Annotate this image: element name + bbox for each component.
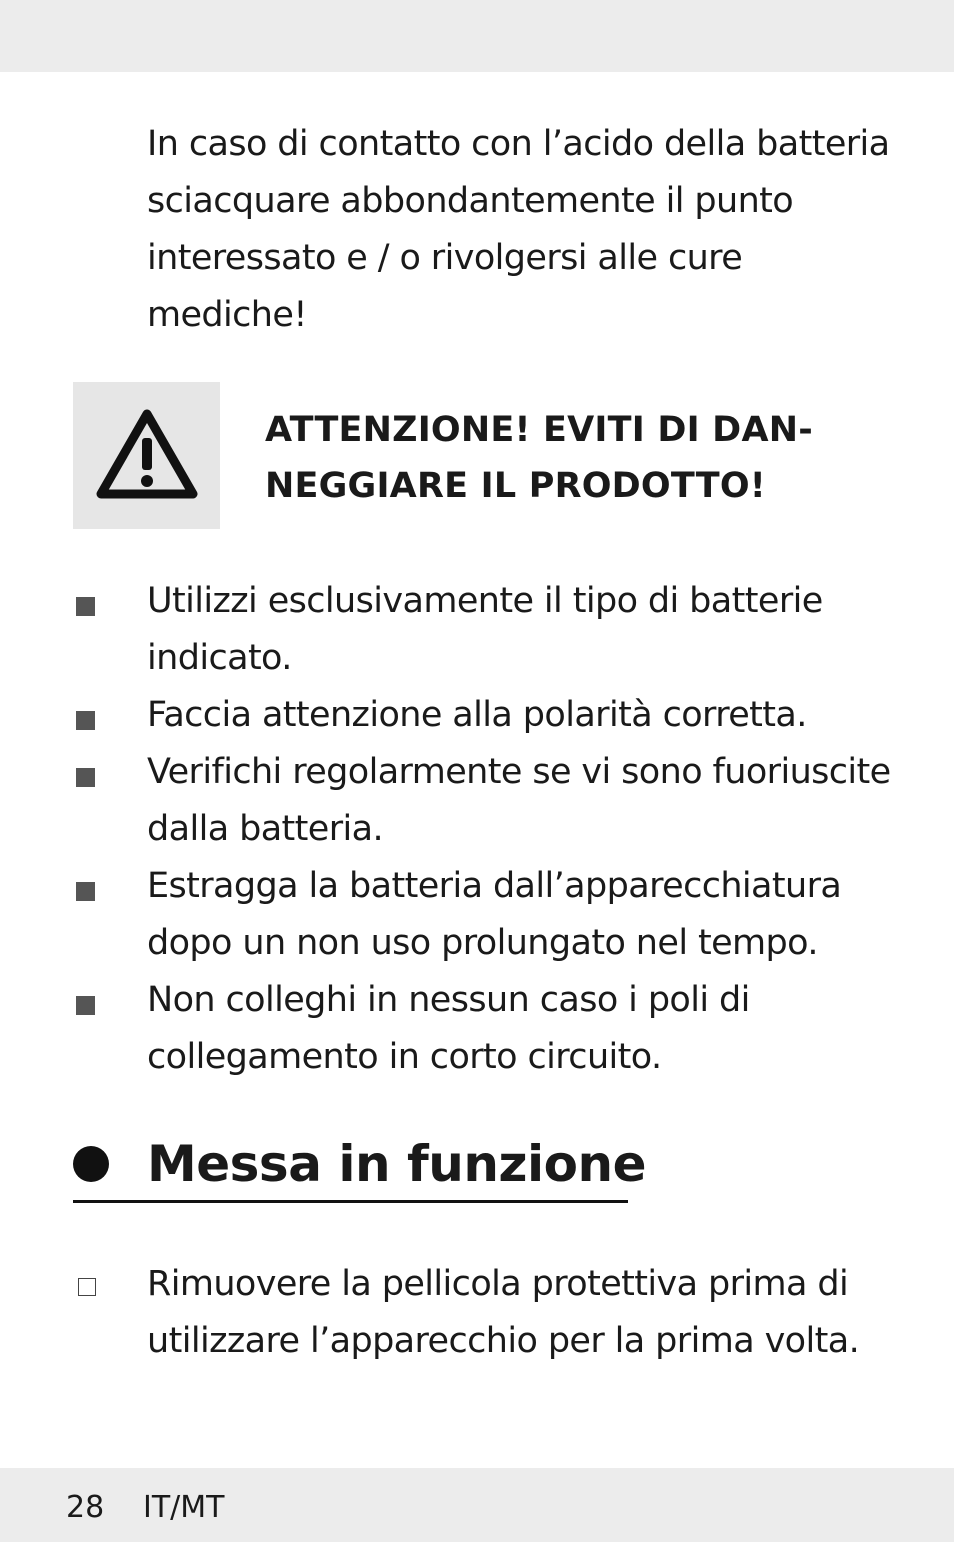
list-item: [73, 573, 913, 687]
warning-heading-line2: NEGGIARE IL PRODOTTO!: [265, 466, 766, 506]
header-band: [0, 0, 954, 72]
square-bullet-icon: [76, 882, 95, 901]
square-bullet-icon: [76, 996, 95, 1015]
language-code: IT/MT: [143, 1490, 225, 1525]
warning-triangle-icon: [95, 408, 199, 500]
intro-paragraph: In caso di contatto con l’acido della batteria sciacquare abbondantemente il punto interessato e / o rivolgersi alle cure mediche!: [147, 124, 890, 335]
precaution-list: [73, 573, 913, 1086]
list-item-text: Non colleghi in nessun caso i poli di collegamento in corto circuito.: [147, 980, 750, 1077]
list-item: [73, 858, 913, 972]
list-item-text: Verifichi regolarmente se vi sono fuoriuscite dalla batteria.: [147, 752, 891, 849]
step-item: [73, 1256, 913, 1370]
warning-heading: [265, 402, 905, 514]
warning-heading-line1: ATTENZIONE! EVITI DI DAN-: [265, 410, 813, 450]
list-item-text: Utilizzi esclusivamente il tipo di batterie indicato.: [147, 581, 823, 678]
list-item-text: Estragga la batteria dall’apparecchiatura dopo un non uso prolungato nel tempo.: [147, 866, 842, 963]
list-item-text: Faccia attenzione alla polarità corretta.: [147, 695, 807, 735]
section-title: Messa in funzione: [147, 1135, 647, 1193]
section-bullet-dot-icon: [73, 1146, 109, 1182]
warning-icon-box: [73, 382, 220, 529]
checkbox-square-icon: [78, 1278, 96, 1296]
square-bullet-icon: [76, 597, 95, 616]
page-number: 28: [66, 1490, 105, 1525]
square-bullet-icon: [76, 711, 95, 730]
square-bullet-icon: [76, 768, 95, 787]
section-underline: [73, 1200, 628, 1203]
list-item: [73, 687, 913, 744]
list-item: [73, 972, 913, 1086]
step-item-text: Rimuovere la pellicola protettiva prima di utilizzare l’apparecchio per la prima volta.: [147, 1264, 860, 1361]
list-item: [73, 744, 913, 858]
